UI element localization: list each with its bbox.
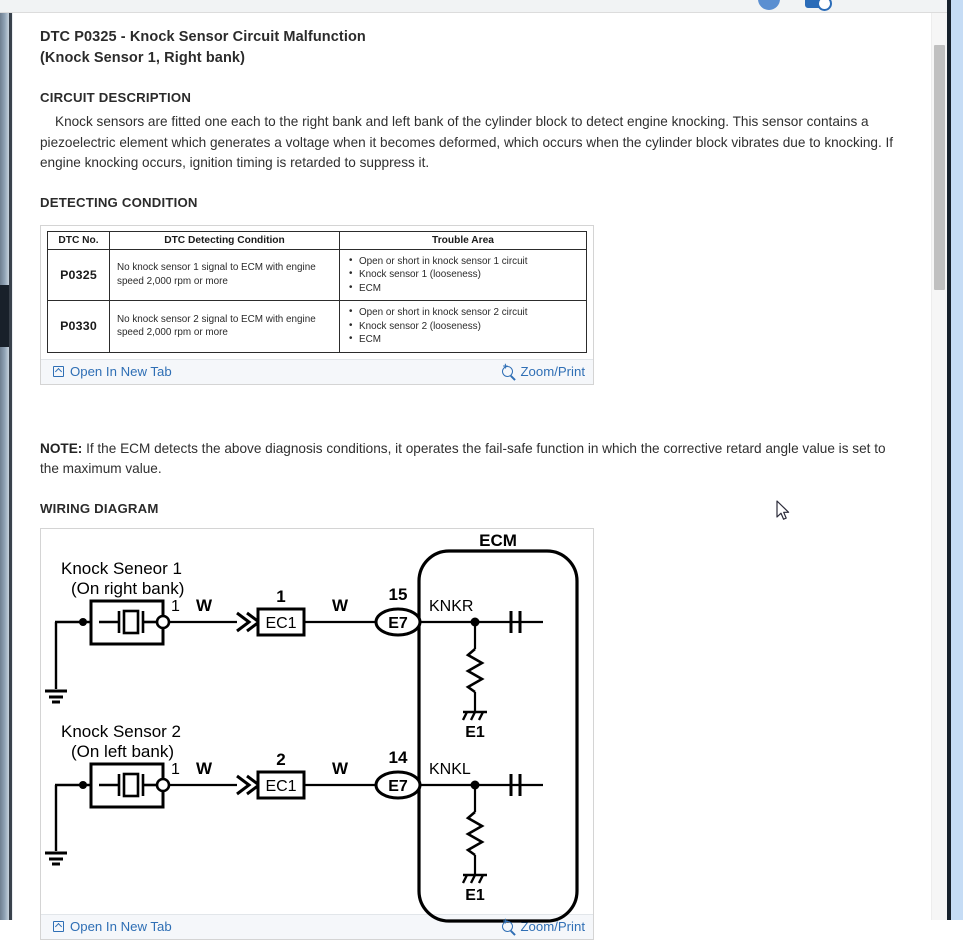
wiring-diagram-image	[41, 529, 593, 914]
heading-wiring-diagram: WIRING DIAGRAM	[40, 500, 159, 516]
cell-dtc-no: P0330	[48, 301, 110, 353]
document-scroll-area[interactable]	[13, 13, 947, 934]
sensor2-node	[79, 781, 87, 789]
table-header-row	[48, 231, 587, 249]
ecm-label: ECM	[479, 530, 517, 550]
wiring-diagram-figure	[40, 528, 594, 940]
heading-circuit-description: CIRCUIT DESCRIPTION	[40, 90, 192, 105]
sensor1-wire-color-left: W	[195, 595, 213, 615]
open-in-new-tab-label: Open In New Tab	[70, 919, 172, 934]
list-item: • Open or short in knock sensor 1 circuit	[359, 255, 579, 269]
open-in-new-tab-icon	[53, 921, 64, 932]
note-label: NOTE:	[40, 440, 83, 456]
sensor1-name: Knock Seneor 1	[61, 558, 182, 578]
window-right-edge	[947, 0, 963, 920]
list-item: • Knock sensor 1 (looseness)	[359, 268, 579, 282]
sensor1-ground-label: E1	[465, 723, 485, 741]
table-row	[48, 301, 587, 353]
dtc-table-image	[41, 226, 593, 359]
sensor2-junction-number: 2	[276, 749, 286, 769]
sensor2-name: Knock Sensor 2	[61, 721, 182, 741]
circuit-description-text	[40, 112, 905, 174]
zoom-search-icon	[502, 921, 513, 932]
window-right-edge-line	[947, 0, 951, 920]
sensor1-bank: (On right bank)	[71, 578, 185, 598]
window-left-edge-accent	[0, 285, 9, 347]
sensor2-wire-color-left: W	[195, 758, 213, 778]
sensor1-wire-color-right: W	[331, 595, 349, 615]
sensor2-wire-color-right: W	[331, 758, 349, 778]
trouble-area-list	[347, 255, 579, 296]
sensor1-node	[79, 618, 87, 626]
sensor2-ecm-terminal: KNKL	[429, 760, 471, 778]
table-header-condition: DTC Detecting Condition	[110, 231, 340, 249]
list-item: • Knock sensor 2 (looseness)	[359, 320, 579, 334]
list-item: • ECM	[359, 333, 579, 347]
page-title-line1: DTC P0325 - Knock Sensor Circuit Malfunction	[40, 29, 366, 45]
list-item: • Open or short in knock sensor 2 circuit	[359, 306, 579, 320]
sensor1-junction-number: 1	[276, 586, 286, 606]
cell-condition: No knock sensor 2 signal to ECM with engine speed 2,000 rpm or more	[110, 301, 340, 353]
open-in-new-tab-label: Open In New Tab	[70, 364, 172, 379]
sensor2-connector-pin: 14	[388, 747, 408, 767]
sensor1-ecm-terminal: KNKR	[429, 597, 474, 615]
zoom-print-label: Zoom/Print	[520, 364, 585, 379]
window-left-edge-line	[9, 13, 12, 920]
wiring-figure-toolbar	[41, 914, 593, 939]
cell-trouble-area	[340, 249, 587, 301]
cell-trouble-area	[340, 301, 587, 353]
zoom-print-label: Zoom/Print	[520, 919, 585, 934]
sensor1-junction-label: EC1	[265, 614, 297, 632]
zoom-search-icon	[502, 366, 513, 377]
wiring-diagram-svg	[41, 529, 593, 914]
circuit-description-body: Knock sensors are fitted one each to the right bank and left bank of the cylinder block to detect engine knocking. This sensor contains a piezoelectric element which generates a voltage when it becomes deformed, which occurs when the cylinder block vibrates due to knocking. If engine knocking occurs, ignition timing is retarded to suppress it.	[40, 114, 894, 170]
table-row	[48, 249, 587, 301]
top-toolbar-strip	[0, 0, 947, 13]
heading-detecting-condition: DETECTING CONDITION	[40, 194, 198, 210]
sensor2-bank: (On left bank)	[71, 741, 174, 761]
zoom-print-link[interactable]	[502, 364, 586, 379]
table-header-dtc-no: DTC No.	[48, 231, 110, 249]
sensor1-pin-number: 1	[171, 597, 180, 615]
open-in-new-tab-link[interactable]	[53, 364, 172, 379]
vertical-scrollbar[interactable]	[931, 13, 947, 920]
page-title	[40, 27, 905, 69]
open-in-new-tab-icon	[53, 366, 64, 377]
note-body: If the ECM detects the above diagnosis conditions, it operates the fail-safe function in which the corrective retard angle value is set to the maximum value.	[40, 440, 886, 476]
bookmark-icon[interactable]	[805, 0, 829, 8]
trouble-area-list	[347, 306, 579, 347]
vertical-scrollbar-thumb[interactable]	[934, 45, 945, 290]
list-item: • ECM	[359, 282, 579, 296]
dtc-table	[47, 231, 587, 353]
table-header-trouble-area: Trouble Area	[340, 231, 587, 249]
sensor2-pin-number: 1	[171, 760, 180, 778]
open-in-new-tab-link[interactable]	[53, 919, 172, 934]
sensor2-ground-label: E1	[465, 886, 485, 904]
detecting-condition-figure	[40, 225, 594, 385]
figure-toolbar	[41, 359, 593, 384]
cell-condition: No knock sensor 1 signal to ECM with engine speed 2,000 rpm or more	[110, 249, 340, 301]
sensor1-pin-terminal	[157, 616, 169, 628]
sensor2-junction-label: EC1	[265, 777, 297, 795]
page-title-line2: (Knock Sensor 1, Right bank)	[40, 50, 246, 66]
note-paragraph	[40, 439, 905, 480]
sensor1-connector-label: E7	[388, 614, 408, 632]
document-page	[13, 13, 931, 934]
cell-dtc-no: P0325	[48, 249, 110, 301]
sensor1-connector-pin: 15	[388, 584, 408, 604]
sensor2-connector-label: E7	[388, 777, 408, 795]
sensor2-pin-terminal	[157, 779, 169, 791]
user-avatar-icon[interactable]	[758, 0, 780, 10]
